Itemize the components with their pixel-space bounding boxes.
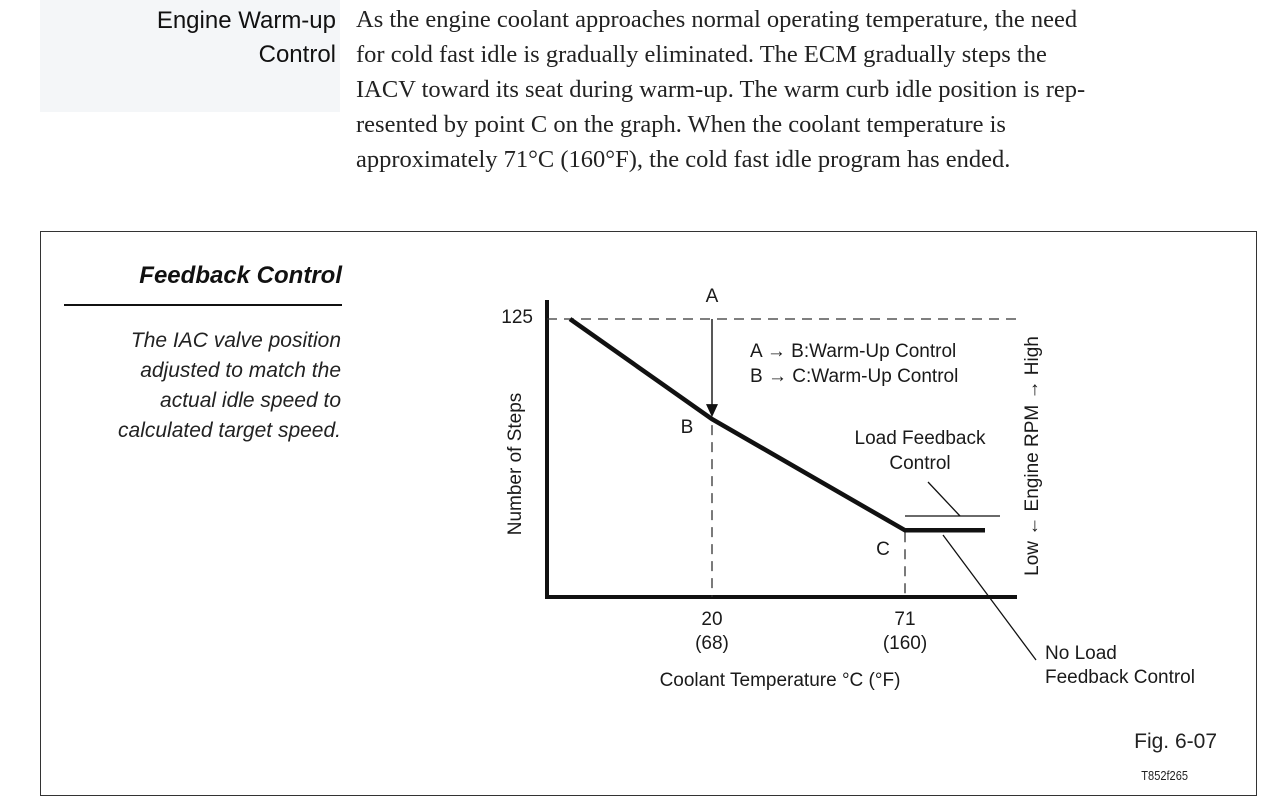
x-tick-sublabel-68: (68): [695, 633, 729, 654]
point-label-b: B: [680, 417, 694, 438]
section-heading-line-1: Engine Warm-up: [156, 7, 336, 34]
sidebar-title: Feedback Control: [139, 262, 342, 289]
x-axis-label: Coolant Temperature °C (°F): [659, 670, 901, 691]
annotation-no-load-line-2: Feedback Control: [1045, 667, 1195, 688]
paragraph-line-2: for cold fast idle is gradually eliminated. The ECM gradually steps the: [356, 41, 1047, 68]
paragraph-line-5: approximately 71°C (160°F), the cold fast idle program has ended.: [356, 146, 1011, 173]
x-tick-label-71: 71: [894, 609, 916, 630]
annotation-load-feedback-line-2: Control: [889, 453, 951, 474]
x-tick-sublabel-160: (160): [882, 633, 928, 654]
point-label-c: C: [876, 539, 890, 560]
x-tick-label-20: 20: [701, 609, 723, 630]
right-axis-label: Low ← Engine RPM → High: [1022, 336, 1043, 576]
sidebar-caption-line-2: adjusted to match the: [140, 359, 341, 382]
figure-id: T852f265: [1141, 768, 1188, 783]
annotation-no-load-line-1: No Load: [1045, 643, 1117, 664]
point-label-a: A: [705, 286, 719, 307]
sidebar-caption-line-1: The IAC valve position: [130, 329, 341, 352]
sidebar-caption-line-4: calculated target speed.: [118, 419, 341, 442]
paragraph-line-1: As the engine coolant approaches normal operating temperature, the need: [356, 6, 1078, 33]
y-axis-label: Number of Steps: [505, 392, 526, 536]
y-tick-label-125: 125: [501, 307, 533, 328]
figure-number: Fig. 6-07: [1134, 730, 1217, 753]
paragraph-line-3: IACV toward its seat during warm-up. The warm curb idle position is rep-: [356, 76, 1086, 103]
sidebar-caption-line-3: actual idle speed to: [160, 389, 341, 412]
load-feedback-leader: [928, 482, 960, 516]
annotation-load-feedback-line-1: Load Feedback: [854, 428, 986, 449]
paragraph-line-4: resented by point C on the graph. When the coolant temperature is: [356, 111, 1006, 138]
legend-item-a-to-b: A → B:Warm-Up Control: [750, 341, 957, 362]
legend-item-b-to-c: B → C:Warm-Up Control: [750, 366, 959, 387]
section-heading-line-2: Control: [258, 41, 336, 68]
